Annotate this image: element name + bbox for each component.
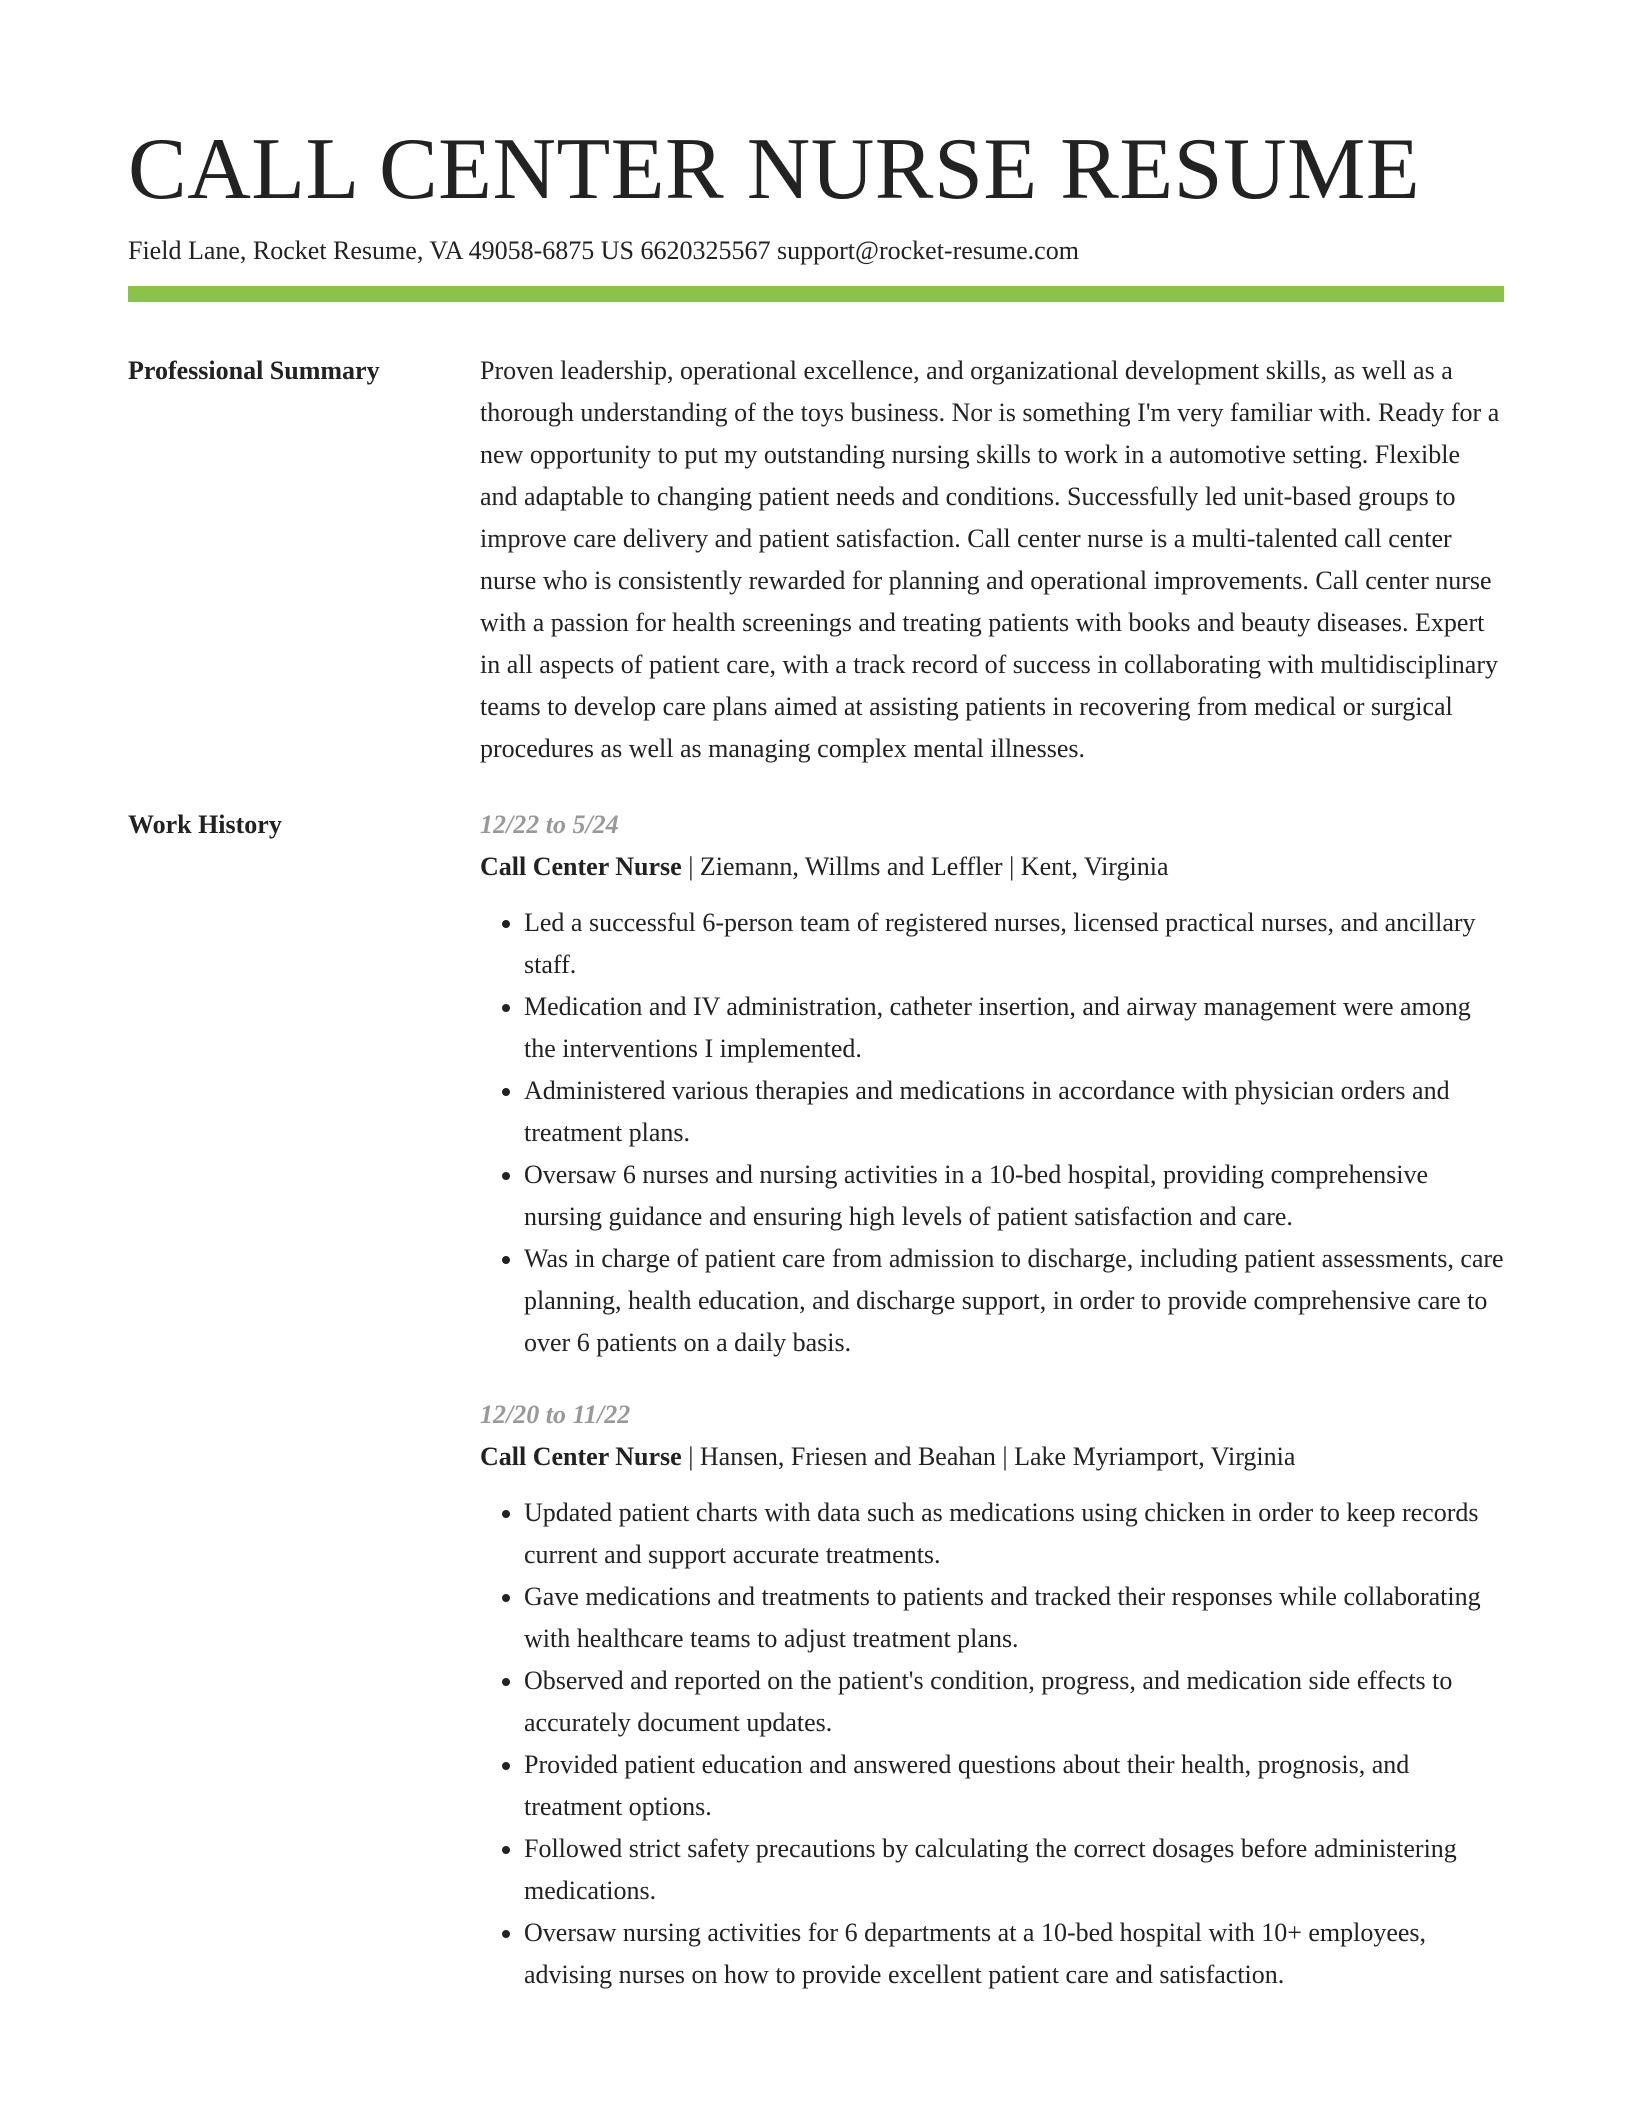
section-body — [480, 350, 1504, 770]
job-dates: 12/22 to 5/24 — [480, 810, 619, 839]
job-bullet-list — [480, 1492, 1504, 1996]
job-details: | Ziemann, Willms and Leffler | Kent, Virginia — [681, 852, 1169, 881]
job-bullet: • Oversaw 6 nurses and nursing activities in a 10-bed hospital, providing comprehensive nursing guidance and ensuring high levels of patient satisfaction and care. — [524, 1154, 1504, 1238]
resume-title: CALL CENTER NURSE RESUME — [128, 121, 1421, 218]
job-title: Call Center Nurse — [480, 852, 682, 881]
header-divider — [128, 286, 1504, 302]
job-bullet: • Led a successful 6-person team of registered nurses, licensed practical nurses, and ancillary staff. — [524, 902, 1504, 986]
section-label: Professional Summary — [128, 356, 380, 385]
resume-page — [128, 118, 1504, 1996]
job-bullet: • Updated patient charts with data such as medications using chicken in order to keep records current and support accurate treatments. — [524, 1492, 1504, 1576]
job-dates: 12/20 to 11/22 — [480, 1400, 631, 1429]
job-bullet-list — [480, 902, 1504, 1364]
job-bullet: • Was in charge of patient care from admission to discharge, including patient assessments, care planning, health education, and discharge support, in order to provide comprehensive care to over 6 patients on a daily basis. — [524, 1238, 1504, 1364]
professional-summary-section — [128, 350, 1504, 770]
work-history-section — [128, 804, 1504, 1996]
job-entry — [480, 804, 1504, 1364]
job-heading — [480, 846, 1504, 888]
job-entry — [480, 1394, 1504, 1996]
job-title: Call Center Nurse — [480, 1442, 682, 1471]
job-bullet: • Medication and IV administration, catheter insertion, and airway management were among the interventions I implemented. — [524, 986, 1504, 1070]
job-bullet: • Provided patient education and answered questions about their health, prognosis, and treatment options. — [524, 1744, 1504, 1828]
job-bullet: • Gave medications and treatments to patients and tracked their responses while collaborating with healthcare teams to adjust treatment plans. — [524, 1576, 1504, 1660]
contact-line: Field Lane, Rocket Resume, VA 49058-6875 US 6620325567 support@rocket-resume.com — [128, 236, 1079, 265]
job-bullet: • Observed and reported on the patient's condition, progress, and medication side effects to accurately document updates. — [524, 1660, 1504, 1744]
section-body — [480, 804, 1504, 1996]
job-bullet: • Followed strict safety precautions by calculating the correct dosages before administering medications. — [524, 1828, 1504, 1912]
summary-text: Proven leadership, operational excellence, and organizational development skills, as well as a thorough understanding of the toys business. Nor is something I'm very familiar with. Ready for a new opportunity to put my outstanding nursing skills to work in a automotive setting. Flexible and adaptable to changing patient needs and conditions. Successfully led unit-based groups to improve care delivery and patient satisfaction. Call center nurse is a multi-talented call center nurse who is consistently rewarded for planning and operational improvements. Call center nurse with a passion for health screenings and treating patients with books and beauty diseases. Expert in all aspects of patient care, with a track record of success in collaborating with multidisciplinary teams to develop care plans aimed at assisting patients in recovering from medical or surgical procedures as well as managing complex mental illnesses. — [480, 356, 1500, 763]
job-bullet: • Oversaw nursing activities for 6 departments at a 10-bed hospital with 10+ employees, advising nurses on how to provide excellent patient care and satisfaction. — [524, 1912, 1504, 1996]
job-details: | Hansen, Friesen and Beahan | Lake Myriamport, Virginia — [681, 1442, 1296, 1471]
job-heading — [480, 1436, 1504, 1478]
section-label: Work History — [128, 810, 282, 839]
job-bullet: • Administered various therapies and medications in accordance with physician orders and treatment plans. — [524, 1070, 1504, 1154]
